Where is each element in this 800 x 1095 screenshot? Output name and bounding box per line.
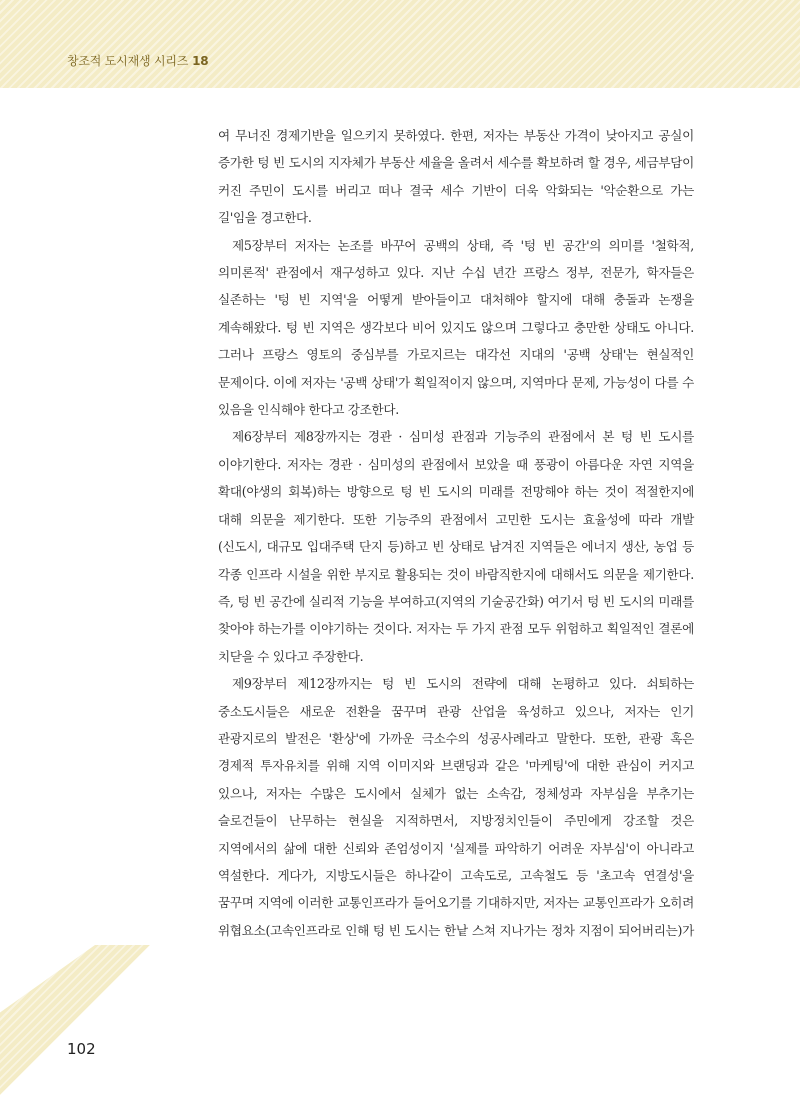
- series-title: 창조적 도시재생 시리즈: [67, 54, 189, 68]
- running-header: [67, 52, 208, 69]
- paragraph: 여 무너진 경제기반을 일으키지 못하였다. 한편, 저자는 부동산 가격이 낮아지고 공실이 증가한 텅 빈 도시의 지자체가 부동산 세율을 올려서 세수를 확보하려 할 경우, 세금부담이 커진 주민이 도시를 버리고 떠나 결국 세수 기반이 더욱 악화되는 '악순환으로 가는 길'임을 경고한다.: [218, 128, 694, 226]
- body-text: [218, 122, 694, 1026]
- paragraph: 제5장부터 저자는 논조를 바꾸어 공백의 상태, 즉 '텅 빈 공간'의 의미를 '철학적, 의미론적' 관점에서 재구성하고 있다. 지난 수십 년간 프랑스 정부, 전문가, 학자들은 실존하는 '텅 빈 지역'을 어떻게 받아들이고 대처해야 할지에 대해 충돌과 논쟁을 계속해왔다. 텅 빈 지역은 생각보다 비어 있지도 않으며 그렇다고 충만한 상태도 아니다. 그러나 프랑스 영토의 중심부를 가로지르는 대각선 지대의 '공백 상태'는 현실적인 문제이다. 이에 저자는 '공백 상태'가 획일적이지 않으며, 지역마다 문제, 가능성이 다를 수 있음을 인식해야 한다고 강조한다.: [218, 237, 694, 418]
- paragraph: 제6장부터 제8장까지는 경관 · 심미성 관점과 기능주의 관점에서 본 텅 빈 도시를 이야기한다. 저자는 경관 · 심미성의 관점에서 보았을 때 풍광이 아름다운 자연 지역을 확대(야생의 회복)하는 방향으로 텅 빈 도시의 미래를 전망해야 하는 것이 적절한지에 대해 의문을 제기한다. 또한 기능주의 관점에서 고민한 도시는 효율성에 따라 개발(신도시, 대규모 입대주택 단지 등)하고 빈 상태로 남겨진 지역들은 에너지 생산, 농업 등 각종 인프라 시설을 위한 부지로 활용되는 것이 바람직한지에 대해서도 의문을 제기한다. 즉, 텅 빈 공간에 실리적 기능을 부여하고(지역의 기술공간화) 여기서 텅 빈 도시의 미래를 찾아야 하는가를 이야기하는 것이다. 저자는 두 가지 관점 모두 위험하고 획일적인 결론에 치닫을 수 있다고 주장한다.: [218, 429, 694, 664]
- header-band: [0, 0, 800, 88]
- page-number: 102: [67, 1040, 96, 1058]
- paragraph: 제9장부터 제12장까지는 텅 빈 도시의 전략에 대해 논평하고 있다. 쇠퇴하는 중소도시들은 새로운 전환을 꿈꾸며 관광 산업을 육성하고 있으나, 저자는 인기 관광지로의 발전은 '환상'에 가까운 극소수의 성공사례라고 말한다. 또한, 관광 혹은 경제적 투자유치를 위해 지역 이미지와 브랜딩과 같은 '마케팅'에 대한 관심이 커지고 있으나, 저자는 수많은 도시에서 실체가 없는 소속감, 정체성과 자부심을 부추기는 슬로건들이 난무하는 현실을 지적하면서, 지방정치인들이 주민에게 강조할 것은 지역에서의 삶에 대한 신뢰와 존엄성이지 '실제를 파악하기 어려운 자부심'이 아니라고 역설한다. 게다가, 지방도시들은 하나같이 고속도로, 고속철도 등 '초고속 연결성'을 꿈꾸며 지역에 이러한 교통인프라가 들어오기를 기대하지만, 저자는 교통인프라가 오히려 위협요소(고속인프라로 인해 텅 빈 도시는 한낱 스쳐 지나가는 정차 지점이 되어버리는)가: [218, 676, 694, 938]
- series-number: 18: [192, 54, 209, 68]
